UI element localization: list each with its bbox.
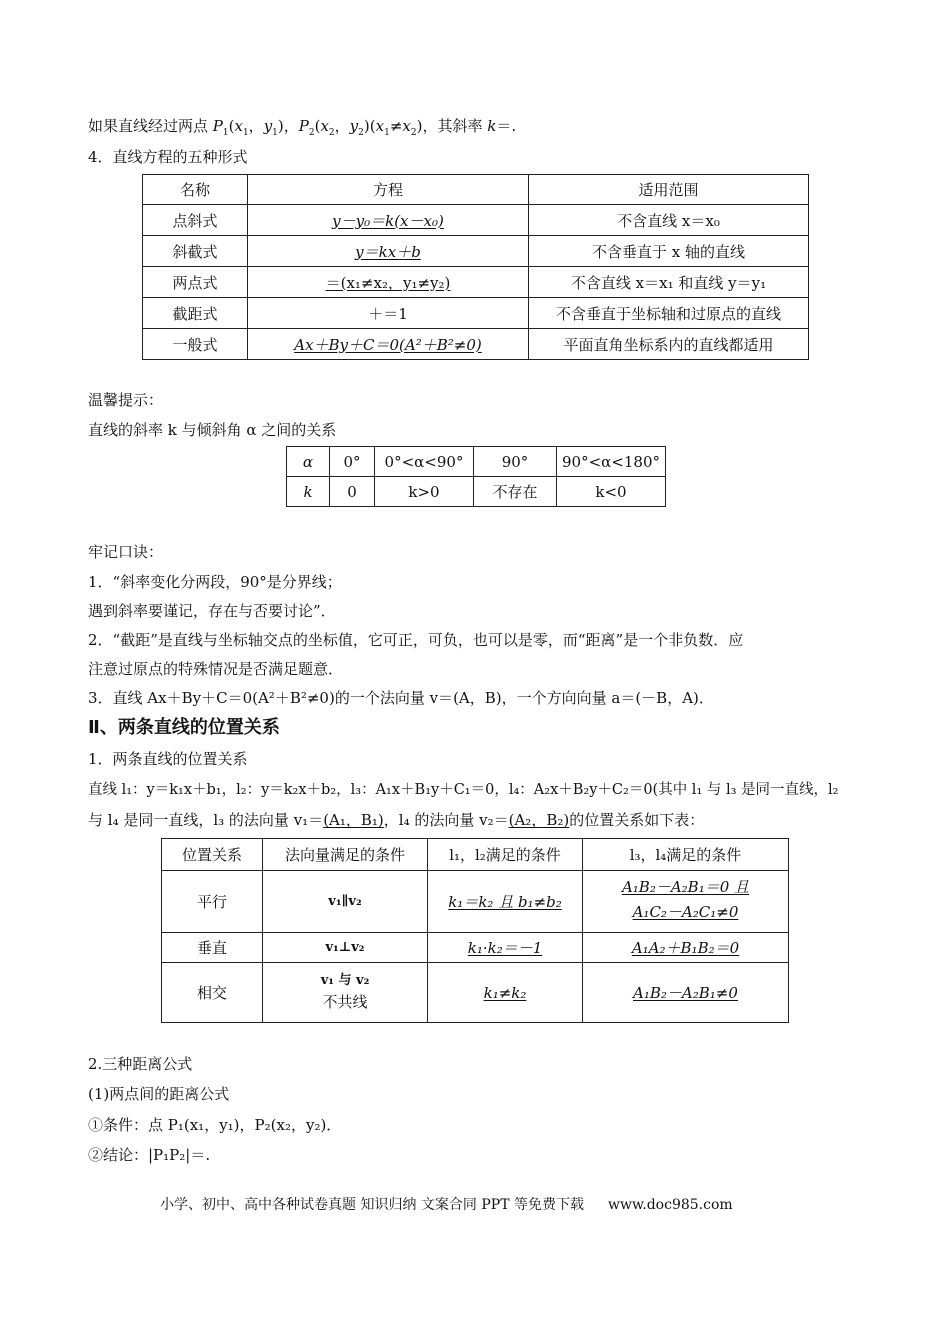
page-footer [160,1194,733,1214]
mnemonic-line: 3．直线 Ax＋By＋C＝0(A²＋B²≠0)的一个法向量 v＝(A，B)，一个方向向量 a＝(－B，A)． [88,689,714,707]
angle-cell: α [287,447,330,477]
form-range: 不含直线 x＝x₀ [529,205,809,236]
slope-angle-table [286,446,666,507]
distance-condition: ①条件：点 P₁(x₁，y₁)，P₂(x₂，y₂)． [88,1116,342,1134]
rel-header: l₁，l₂满足的条件 [428,839,583,871]
position-relation-table [161,838,789,1023]
form-equation: ＝(x₁≠x₂，y₁≠y₂) [248,267,529,298]
form-equation: Ax＋By＋C＝0(A²＋B²≠0) [248,329,529,360]
rel-vec: v₁ 与 v₂ 不共线 [263,963,428,1023]
distance-conclusion: ②结论：|P₁P₂|＝. [88,1146,211,1164]
rel-k: k₁·k₂＝－1 [428,933,583,963]
form-name: 一般式 [143,329,248,360]
rel-A: A₁A₂＋B₁B₂＝0 [583,933,789,963]
slope-cell: 不存在 [474,477,557,507]
section-2-sub: 1．两条直线的位置关系 [88,750,248,768]
angle-cell: 90°<α<180° [557,447,666,477]
form-name: 斜截式 [143,236,248,267]
slope-cell: k>0 [375,477,474,507]
distance-title: 2.三种距离公式 [88,1055,193,1073]
rel-name: 平行 [162,871,263,933]
mnemonic-line: 2．“截距”是直线与坐标轴交点的坐标值，它可正，可负，也可以是零，而“距离”是一个非负数．应 [88,631,744,649]
footer-text: 小学、初中、高中各种试卷真题 知识归纳 文案合同 PPT 等免费下载 [160,1197,584,1213]
slope-cell: k [287,477,330,507]
angle-cell: 90° [474,447,557,477]
header-equation: 方程 [248,175,529,205]
mnemonic-line: 遇到斜率要谨记，存在与否要讨论”． [88,602,336,620]
form-equation: y－y₀＝k(x－x₀) [248,205,529,236]
rel-A: A₁B₂－A₂B₁＝0 且 A₁C₂－A₂C₁≠0 [583,871,789,933]
form-range: 不含直线 x＝x₁ 和直线 y＝y₁ [529,267,809,298]
rel-vec: v₁∥v₂ [263,871,428,933]
section-2-para: 直线 l₁：y＝k₁x＋b₁，l₂：y＝k₂x＋b₂，l₃：A₁x＋B₁y＋C₁＝0，l₄：A₂x＋B₂y＋C₂＝0(其中 l₁ 与 l₃ 是同一直线，l₂ [88,782,839,798]
rel-vec: v₁⊥v₂ [263,933,428,963]
mnemonic-line: 1．“斜率变化分两段，90°是分界线； [88,573,342,591]
form-name: 两点式 [143,267,248,298]
rel-k: k₁＝k₂ 且 b₁≠b₂ [428,871,583,933]
section-2-para-2: 与 l₄ 是同一直线，l₃ 的法向量 v₁＝(A₁，B₁)，l₄ 的法向量 v₂＝(A₂，B₂)的位置关系如下表： [88,811,705,829]
angle-cell: 0° [330,447,375,477]
form-range: 不含垂直于坐标轴和过原点的直线 [529,298,809,329]
form-name: 点斜式 [143,205,248,236]
mnemonic-title: 牢记口诀： [88,543,164,561]
slope-cell: k<0 [557,477,666,507]
footer-site-link[interactable]: www.doc985.com [607,1197,733,1213]
form-equation: ＋＝1 [248,298,529,329]
mnemonic-line: 注意过原点的特殊情况是否满足题意． [88,660,344,678]
rel-name: 相交 [162,963,263,1023]
angle-cell: 0°<α<90° [375,447,474,477]
rel-header: l₃，l₄满足的条件 [583,839,789,871]
section-2-title: Ⅱ、两条直线的位置关系 [88,717,280,738]
distance-sub: (1)两点间的距离公式 [88,1085,230,1103]
form-range: 平面直角坐标系内的直线都适用 [529,329,809,360]
slope-cell: 0 [330,477,375,507]
form-name: 截距式 [143,298,248,329]
tip-title: 温馨提示： [88,391,164,409]
form-equation: y＝kx＋b [248,236,529,267]
rel-header: 法向量满足的条件 [263,839,428,871]
rel-name: 垂直 [162,933,263,963]
section-4-title: 4．直线方程的五种形式 [88,148,248,166]
header-range: 适用范围 [529,175,809,205]
header-name: 名称 [143,175,248,205]
rel-header: 位置关系 [162,839,263,871]
rel-k: k₁≠k₂ [428,963,583,1023]
tip-line: 直线的斜率 k 与倾斜角 α 之间的关系 [88,421,337,439]
form-range: 不含垂直于 x 轴的直线 [529,236,809,267]
rel-A: A₁B₂－A₂B₁≠0 [583,963,789,1023]
intro-line: 如果直线经过两点 $P_1(x_1$，$y_1$)，$P_2(x_2$，$y_2)(x_1\ne x_2)$，其斜率 k＝. [88,117,517,138]
line-forms-table [142,174,809,360]
